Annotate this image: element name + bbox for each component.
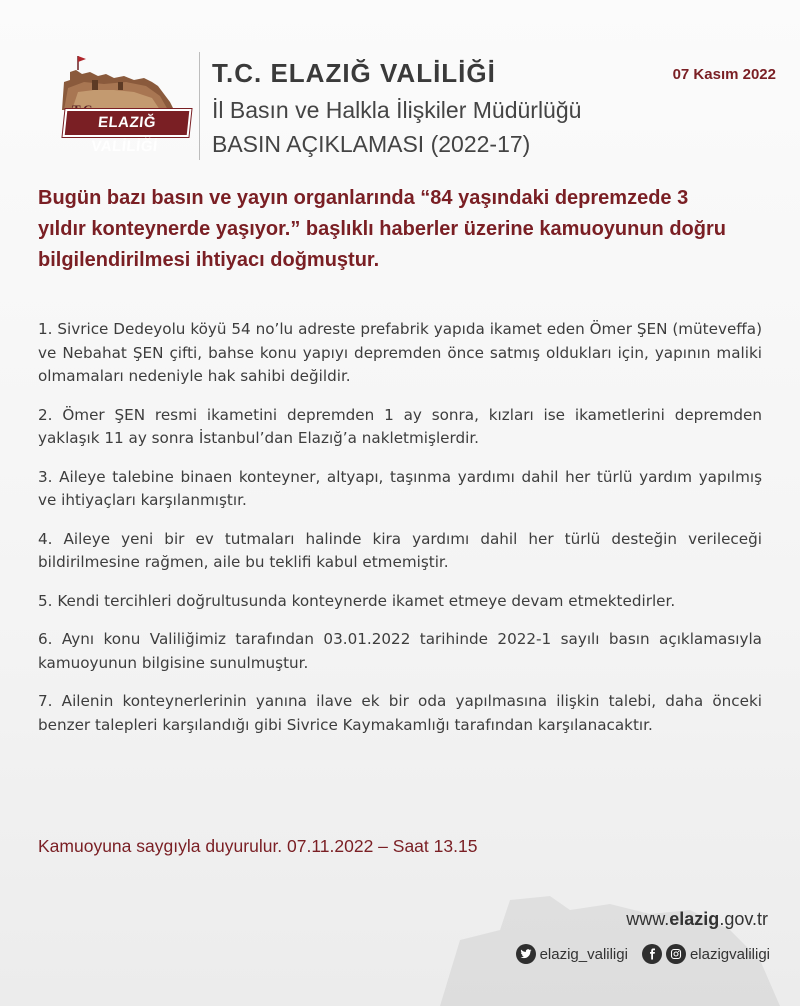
statement-list xyxy=(38,318,762,752)
release-date: 07 Kasım 2022 xyxy=(672,66,776,83)
website-suffix: .gov.tr xyxy=(719,909,768,929)
castle-icon xyxy=(34,52,186,112)
list-item: 7. Ailenin konteynerlerinin yanına ilave ek bir oda yapılmasına ilişkin talebi, daha önceki benzer talepleri karşılandığı gibi Sivrice Kaymakamlığı tarafından karşılanacaktır. xyxy=(38,692,762,734)
website-prefix: www. xyxy=(626,909,670,929)
logo-banner: ELAZIĞ VALİLİĞİ xyxy=(63,109,192,137)
list-item: 4. Aileye yeni bir ev tutmaları halinde kira yardımı dahil her türlü desteğin verileceği bildirilmesine rağmen, aile bu teklifi kabul etmemiştir. xyxy=(38,529,762,571)
instagram-icon[interactable] xyxy=(666,944,686,964)
closing-line: Kamuoyuna saygıyla duyurulur. 07.11.2022 – Saat 13.15 xyxy=(38,836,478,856)
release-number: BASIN AÇIKLAMASI (2022-17) xyxy=(212,131,531,157)
twitter-handle[interactable]: elazig_valiligi xyxy=(539,945,628,963)
facebook-icon[interactable] xyxy=(642,944,662,964)
website-link[interactable] xyxy=(626,909,768,930)
website-domain: elazig xyxy=(669,909,720,929)
header-title: T.C. ELAZIĞ VALİLİĞİ xyxy=(212,58,496,88)
list-item: 3. Aileye talebine binaen konteyner, altyapı, taşınma yardımı dahil her türlü yardım yapılmış ve ihtiyaçları karşılanmıştır. xyxy=(38,467,762,509)
twitter-icon[interactable] xyxy=(516,944,536,964)
header-subtitle: İl Basın ve Halkla İlişkiler Müdürlüğü xyxy=(212,97,582,123)
list-item: 1. Sivrice Dedeyolu köyü 54 no’lu adreste prefabrik yapıda ikamet eden Ömer ŞEN (müteveffa) ve Nebahat ŞEN çifti, bahse konu yapıyı depremden önce satmış oldukları için, yapının maliki olmamaları nedeniyle hak sahibi değildir. xyxy=(38,320,762,385)
facebook-instagram-handle[interactable]: elazigvaliligi xyxy=(689,945,770,963)
list-item: 5. Kendi tercihleri doğrultusunda konteynerde ikamet etmeye devam etmektedirler. xyxy=(38,591,676,610)
list-item: 6. Aynı konu Valiliğimiz tarafından 03.01.2022 tarihinde 2022-1 sayılı basın açıklamasıyla kamuoyunun bilgisine sunulmuştur. xyxy=(38,630,762,672)
list-item: 2. Ömer ŞEN resmi ikametini depremden 1 ay sonra, kızları ise ikametlerini depremden yaklaşık 11 ay sonra İstanbul’dan Elazığ’a nakletmişlerdir. xyxy=(38,405,762,447)
social-links xyxy=(516,944,770,964)
logo xyxy=(34,52,186,155)
header-divider xyxy=(199,52,200,160)
castle-watermark-icon xyxy=(440,870,780,1006)
intro-paragraph: Bugün bazı basın ve yayın organlarında “84 yaşındaki depremzede 3 yıldır konteynerde yaşıyor.” başlıklı haberler üzerine kamuoyunun doğru bilgilendirilmesi ihtiyacı doğmuştur. xyxy=(38,187,726,271)
